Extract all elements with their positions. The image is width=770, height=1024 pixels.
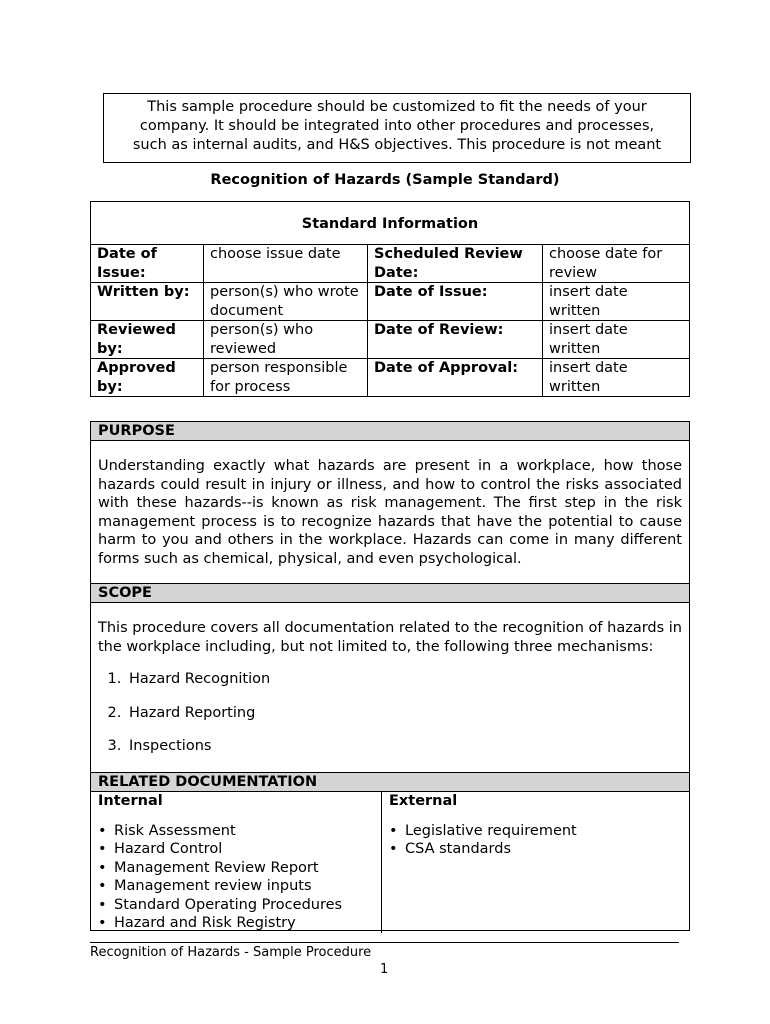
date-of-issue-label: Date of Issue: (91, 245, 204, 283)
external-docs-list (389, 822, 682, 859)
document-title: Recognition of Hazards (Sample Standard) (210, 172, 560, 188)
related-documentation-table (91, 792, 689, 933)
purpose-text: Understanding exactly what hazards are present in a workplace, how those hazards could result in injury or illness, and how to control the risks associated with these hazards--is known as risk management. The first step in the risk management process is to recognize hazards that have the potential to cause harm to you and others in the workplace. Hazards can come in many different forms such as chemical, physical, and even psychological. (98, 458, 682, 567)
list-item: • Risk Assessment (98, 822, 374, 841)
written-by-value[interactable]: person(s) who wrote document (204, 283, 368, 321)
internal-heading: Internal (98, 793, 163, 809)
approved-by-label: Approved by: (91, 359, 204, 397)
scope-body (91, 603, 689, 756)
list-item: • Standard Operating Procedures (98, 896, 374, 915)
list-item: • Hazard Control (98, 840, 374, 859)
footer-text: Recognition of Hazards - Sample Procedure (90, 945, 372, 960)
list-item: • Hazard and Risk Registry (98, 914, 374, 933)
date-of-approval-label: Date of Approval: (368, 359, 543, 397)
purpose-scope-section (90, 421, 690, 773)
list-item: • Management review inputs (98, 877, 374, 896)
date-of-approval-value[interactable]: insert date written (543, 359, 690, 397)
list-item: 2. Hazard Reporting (126, 704, 682, 723)
list-item: 3. Inspections (126, 737, 682, 756)
scheduled-review-value[interactable]: choose date for review (543, 245, 690, 283)
notice-line: company. It should be integrated into other procedures and processes, (139, 118, 655, 134)
table-row (91, 321, 690, 359)
page-number: 1 (380, 962, 389, 977)
scheduled-review-label: Scheduled Review Date: (368, 245, 543, 283)
scope-text: This procedure covers all documentation related to the recognition of hazards in the workplace including, but not limited to, the following three mechanisms: (98, 620, 683, 655)
date-of-issue-value[interactable]: choose issue date (204, 245, 368, 283)
table-row (91, 245, 690, 283)
customization-notice (103, 93, 691, 163)
footer-divider (90, 942, 679, 943)
list-item: • CSA standards (389, 840, 682, 859)
reviewed-by-value[interactable]: person(s) who reviewed (204, 321, 368, 359)
related-documentation-section (90, 772, 690, 931)
date-of-issue-value-2[interactable]: insert date written (543, 283, 690, 321)
notice-line: such as internal audits, and H&S objectives. This procedure is not meant (132, 137, 662, 153)
reviewed-by-label: Reviewed by: (91, 321, 204, 359)
scope-heading: SCOPE (91, 583, 689, 603)
list-item: • Management Review Report (98, 859, 374, 878)
written-by-label: Written by: (91, 283, 204, 321)
standard-information-heading: Standard Information (91, 202, 690, 245)
notice-line: This sample procedure should be customized to fit the needs of your (147, 99, 647, 115)
scope-mechanisms-list (98, 670, 682, 756)
date-of-review-label: Date of Review: (368, 321, 543, 359)
date-of-review-value[interactable]: insert date written (543, 321, 690, 359)
internal-docs-list (98, 822, 374, 933)
table-row (91, 359, 690, 397)
approved-by-value[interactable]: person responsible for process (204, 359, 368, 397)
list-item: • Legislative requirement (389, 822, 682, 841)
date-of-issue-label-2: Date of Issue: (368, 283, 543, 321)
related-documentation-heading: RELATED DOCUMENTATION (91, 773, 689, 792)
purpose-heading: PURPOSE (91, 422, 689, 441)
table-row (91, 283, 690, 321)
external-heading: External (389, 793, 458, 809)
standard-information-table (90, 201, 690, 397)
list-item: 1. Hazard Recognition (126, 670, 682, 689)
